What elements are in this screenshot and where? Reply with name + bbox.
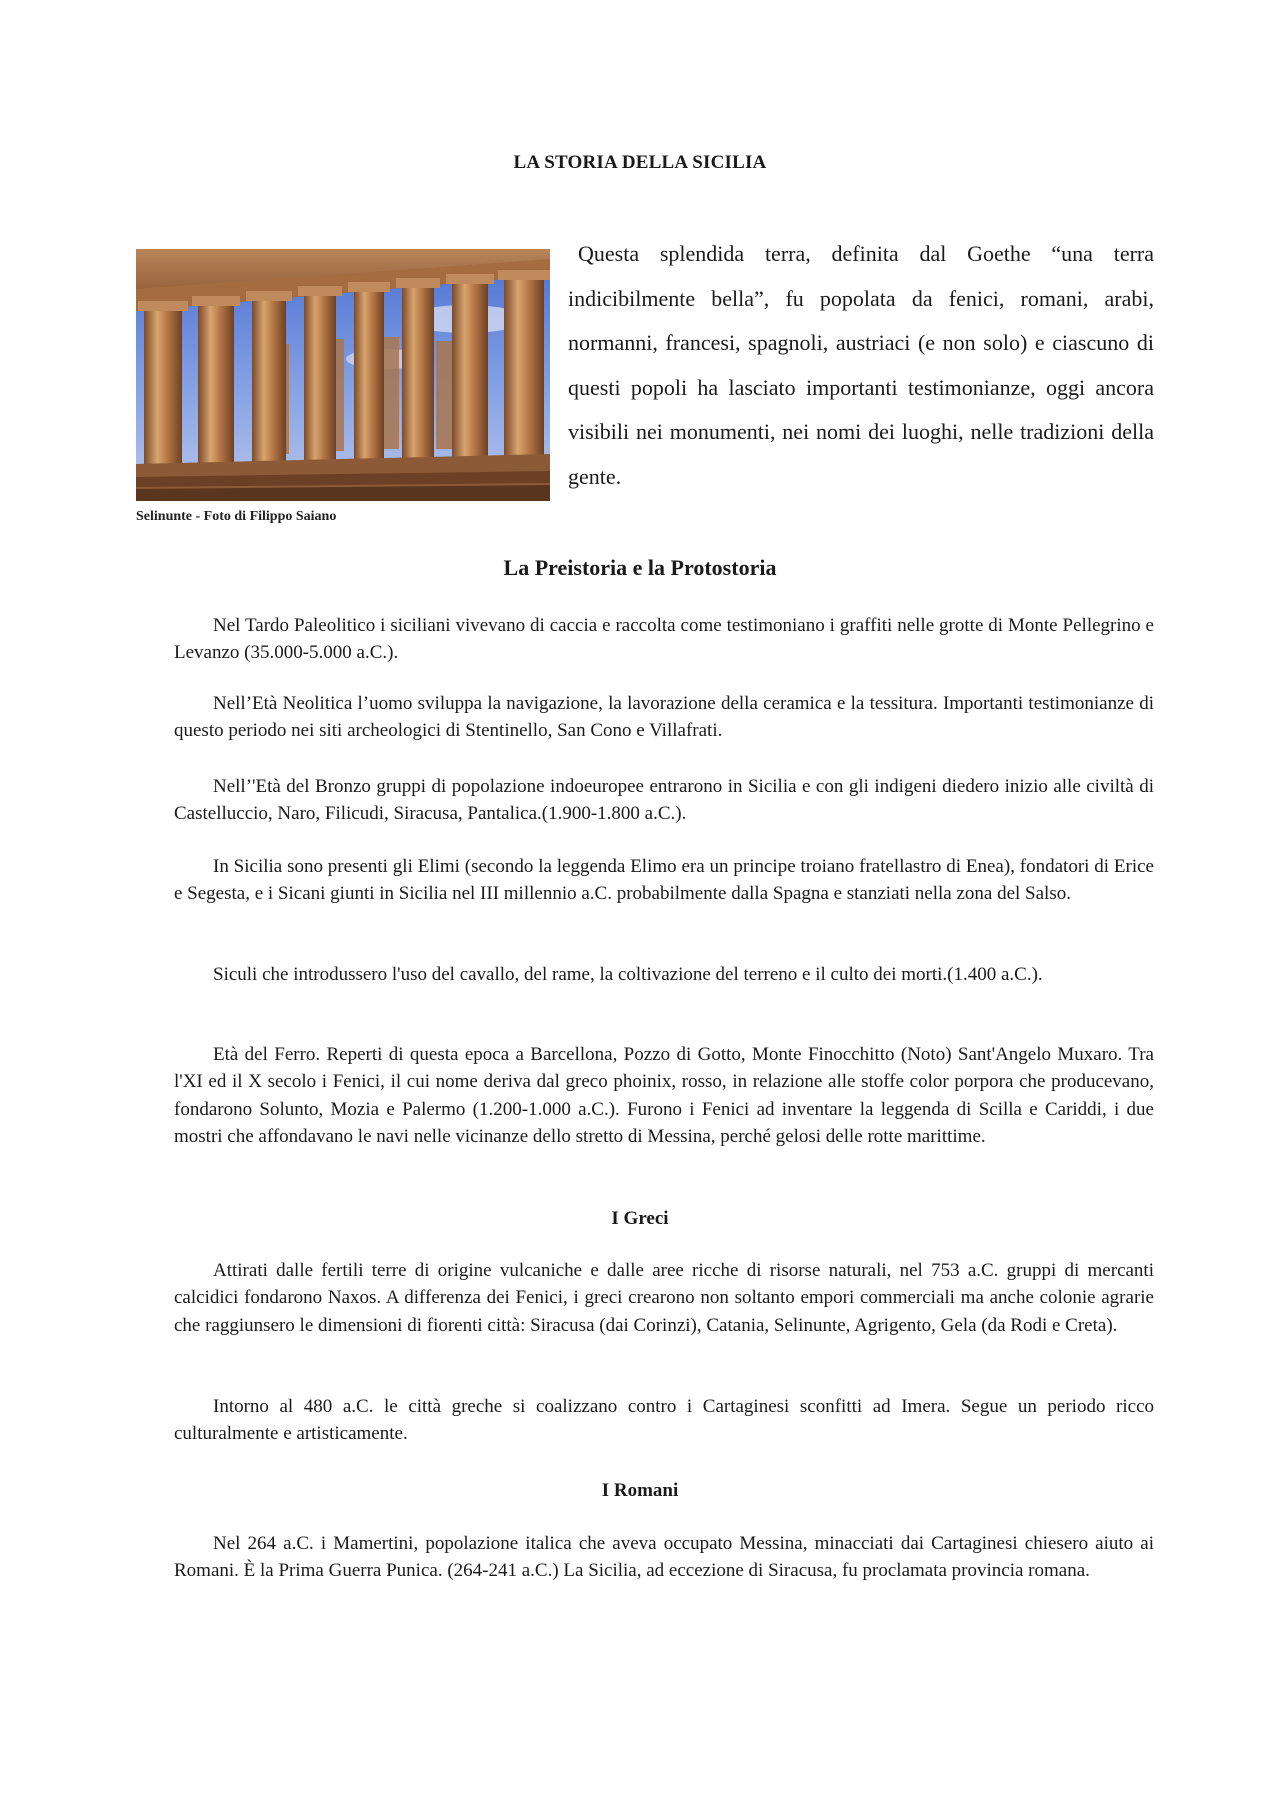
temple-photo [136, 249, 550, 501]
paragraph: Età del Ferro. Reperti di questa epoca a Barcellona, Pozzo di Gotto, Monte Finocchitto (Noto) Sant'Angelo Muxaro. Tra l'XI ed il X secolo i Fenici, il cui nome deriva dal greco phoinix, rosso, in relazione alle stoffe color porpora che producevano, fondarono Solunto, Mozia e Palermo (1.200-1.000 a.C.). Furono i Fenici ad inventare la leggenda di Scilla e Cariddi, i due mostri che affondavano le navi nelle vicinanze dello stretto di Messina, perché gelosi delle rotte marittime. [174, 1044, 1154, 1148]
paragraph: Attirati dalle fertili terre di origine vulcaniche e dalle aree ricche di risorse naturali, nel 753 a.C. gruppi di mercanti calcidici fondarono Naxos. A differenza dei Fenici, i greci crearono non soltanto empori commerciali ma anche colonie agrarie che raggiunsero le dimensioni di fiorenti città: Siracusa (dai Corinzi), Catania, Selinunte, Agrigento, Gela (da Rodi e Creta). [174, 1260, 1154, 1336]
paragraph: Nell’'Età del Bronzo gruppi di popolazione indoeuropee entrarono in Sicilia e con gli indigeni diedero inizio alle civiltà di Castelluccio, Naro, Filicudi, Siracusa, Pantalica.(1.900-1.800 a.C.). [174, 776, 1154, 825]
figure-caption: Selinunte - Foto di Filippo Saiano [136, 509, 337, 524]
paragraph: Intorno al 480 a.C. le città greche si coalizzano contro i Cartaginesi sconfitti ad Imera. Segue un periodo ricco culturalmente e artisticamente. [174, 1396, 1154, 1445]
intro-paragraph: Questa splendida terra, definita dal Goethe “una terra indicibilmente bella”, fu popolata da fenici, romani, arabi, normanni, francesi, spagnoli, austriaci (e non solo) e ciascuno di questi popoli ha lasciato importanti testimonianze, oggi ancora visibili nei monumenti, nei nomi dei luoghi, nelle tradizioni della gente. [568, 241, 1154, 489]
document-title: LA STORIA DELLA SICILIA [513, 152, 767, 173]
section-heading-greci: I Greci [611, 1208, 669, 1229]
section-heading-romani: I Romani [601, 1480, 679, 1501]
paragraph: Siculi che introdussero l'uso del cavallo, del rame, la coltivazione del terreno e il culto dei morti.(1.400 a.C.). [213, 964, 1043, 985]
paragraph: Nel 264 a.C. i Mamertini, popolazione italica che aveva occupato Messina, minacciati dai Cartaginesi chiesero aiuto ai Romani. È la Prima Guerra Punica. (264-241 a.C.) La Sicilia, ad eccezione di Siracusa, fu proclamata provincia romana. [174, 1533, 1154, 1582]
paragraph: In Sicilia sono presenti gli Elimi (secondo la leggenda Elimo era un principe troiano fratellastro di Enea), fondatori di Erice e Segesta, e i Sicani giunti in Sicilia nel III millennio a.C. probabilmente dalla Spagna e stanziati nella zona del Salso. [174, 856, 1154, 905]
section-heading-preistoria: La Preistoria e la Protostoria [503, 555, 777, 580]
paragraph: Nell’Età Neolitica l’uomo sviluppa la navigazione, la lavorazione della ceramica e la tessitura. Importanti testimonianze di questo periodo nei siti archeologici di Stentinello, San Cono e Villafrati. [174, 693, 1154, 742]
figure [136, 249, 550, 525]
paragraph: Nel Tardo Paleolitico i siciliani vivevano di caccia e raccolta come testimoniano i graffiti nelle grotte di Monte Pellegrino e Levanzo (35.000-5.000 a.C.). [174, 615, 1154, 664]
